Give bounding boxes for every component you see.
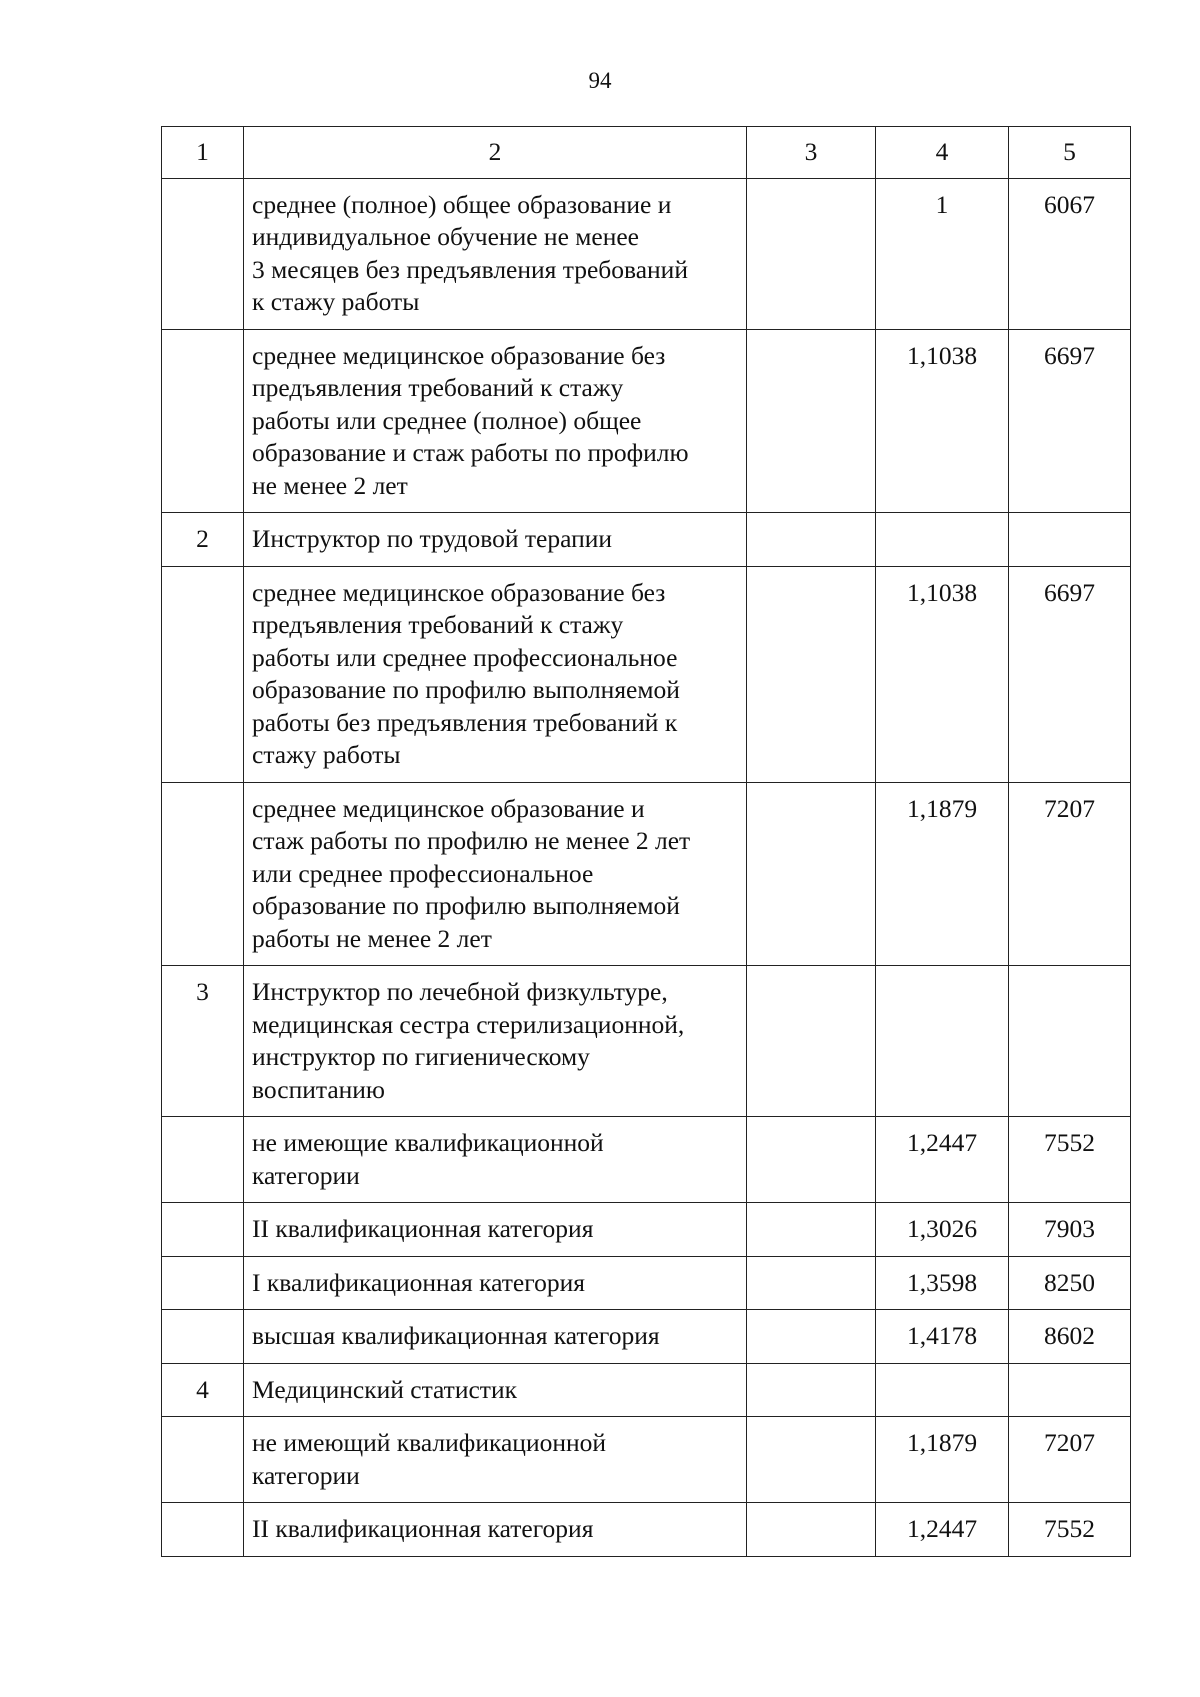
row-description [244,329,747,513]
row-number [162,1310,244,1364]
description-line: не имеющие квалификационной [252,1128,604,1157]
row-number [162,566,244,782]
row-number [162,329,244,513]
description-line: образование по профилю выполняемой [252,891,680,920]
row-description [244,1117,747,1203]
description-line: или среднее профессиональное [252,858,594,888]
description-line: I квалификационная категория [252,1267,585,1297]
description-line: Инструктор по трудовой терапии [252,524,613,553]
table-row [162,1503,1131,1557]
table-row [162,1256,1131,1310]
description-line: стажу работы [252,740,401,769]
row-amount [1009,966,1131,1117]
description-line: работы без предъявления требований к [252,707,678,737]
row-coefficient: 1,4178 [876,1310,1009,1364]
row-amount: 6067 [1009,178,1131,329]
description-line: стаж работы по профилю не менее 2 лет [252,826,691,855]
description-line: медицинская сестра стерилизационной, [252,1009,685,1039]
description-line: Медицинский статистик [252,1374,517,1404]
description-line: категории [252,1460,360,1490]
description-line: среднее (полное) общее образование и [252,189,672,219]
header-cell-3: 3 [747,127,876,179]
row-col3 [747,513,876,567]
row-number [162,1117,244,1203]
row-number: 3 [162,966,244,1117]
row-coefficient: 1,1879 [876,782,1009,966]
row-col3 [747,329,876,513]
table-row [162,1117,1131,1203]
row-col3 [747,1363,876,1417]
row-coefficient: 1,1038 [876,329,1009,513]
row-col3 [747,1310,876,1364]
row-amount: 7207 [1009,782,1131,966]
description-line: предъявления требований к стажу [252,373,624,402]
table-row [162,1203,1131,1257]
table-row [162,966,1131,1117]
row-col3 [747,966,876,1117]
row-col3 [747,1503,876,1557]
row-coefficient [876,966,1009,1117]
description-line: работы или среднее (полное) общее [252,405,642,435]
row-description [244,1417,747,1503]
salary-table [161,126,1131,1557]
table-row [162,329,1131,513]
row-amount: 7903 [1009,1203,1131,1257]
row-amount: 8250 [1009,1256,1131,1310]
description-line: среднее медицинское образование без [252,340,666,370]
row-number [162,1203,244,1257]
row-col3 [747,1203,876,1257]
row-description [244,1310,747,1364]
description-line: II квалификационная категория [252,1514,594,1543]
header-cell-2: 2 [244,127,747,179]
row-description [244,782,747,966]
description-line: образование и стаж работы по профилю [252,438,689,467]
row-col3 [747,1256,876,1310]
description-line: воспитанию [252,1074,385,1104]
row-description [244,1256,747,1310]
description-line: не менее 2 лет [252,470,408,500]
header-cell-5: 5 [1009,127,1131,179]
description-line: категории [252,1160,360,1190]
table-row [162,1310,1131,1364]
row-number: 2 [162,513,244,567]
description-line: среднее медицинское образование без [252,577,666,607]
row-coefficient: 1,3598 [876,1256,1009,1310]
row-amount: 6697 [1009,329,1131,513]
row-description [244,566,747,782]
table-row [162,782,1131,966]
description-line: образование по профилю выполняемой [252,675,680,704]
description-line: высшая квалификационная категория [252,1321,660,1350]
row-amount [1009,513,1131,567]
row-number [162,178,244,329]
row-coefficient [876,513,1009,567]
description-line: предъявления требований к стажу [252,610,624,639]
row-amount: 8602 [1009,1310,1131,1364]
row-coefficient [876,1363,1009,1417]
row-amount [1009,1363,1131,1417]
row-col3 [747,1417,876,1503]
row-number [162,782,244,966]
row-coefficient: 1,3026 [876,1203,1009,1257]
table-row [162,1417,1131,1503]
description-line: 3 месяцев без предъявления требований [252,254,688,284]
description-line: II квалификационная категория [252,1214,594,1243]
row-description [244,1203,747,1257]
row-coefficient: 1,1038 [876,566,1009,782]
header-cell-1: 1 [162,127,244,179]
row-description [244,966,747,1117]
description-line: инструктор по гигиеническому [252,1042,590,1071]
row-col3 [747,566,876,782]
row-coefficient: 1,2447 [876,1503,1009,1557]
row-number [162,1417,244,1503]
table-header-row [162,127,1131,179]
row-amount: 7207 [1009,1417,1131,1503]
description-line: работы или среднее профессиональное [252,642,678,672]
row-amount: 7552 [1009,1503,1131,1557]
table-row [162,178,1131,329]
row-amount: 7552 [1009,1117,1131,1203]
description-line: Инструктор по лечебной физкультуре, [252,977,668,1006]
table-row [162,566,1131,782]
description-line: работы не менее 2 лет [252,923,492,953]
row-description [244,1363,747,1417]
row-number [162,1503,244,1557]
row-description [244,1503,747,1557]
description-line: среднее медицинское образование и [252,793,645,823]
description-line: не имеющий квалификационной [252,1428,607,1457]
row-coefficient: 1 [876,178,1009,329]
row-col3 [747,1117,876,1203]
table-body [162,127,1131,1557]
row-number: 4 [162,1363,244,1417]
row-description [244,178,747,329]
description-line: к стажу работы [252,287,420,316]
row-coefficient: 1,1879 [876,1417,1009,1503]
header-cell-4: 4 [876,127,1009,179]
description-line: индивидуальное обучение не менее [252,222,639,251]
page-number: 94 [588,68,612,93]
row-col3 [747,178,876,329]
table-row [162,513,1131,567]
row-coefficient: 1,2447 [876,1117,1009,1203]
row-col3 [747,782,876,966]
row-amount: 6697 [1009,566,1131,782]
table-row [162,1363,1131,1417]
row-number [162,1256,244,1310]
row-description [244,513,747,567]
